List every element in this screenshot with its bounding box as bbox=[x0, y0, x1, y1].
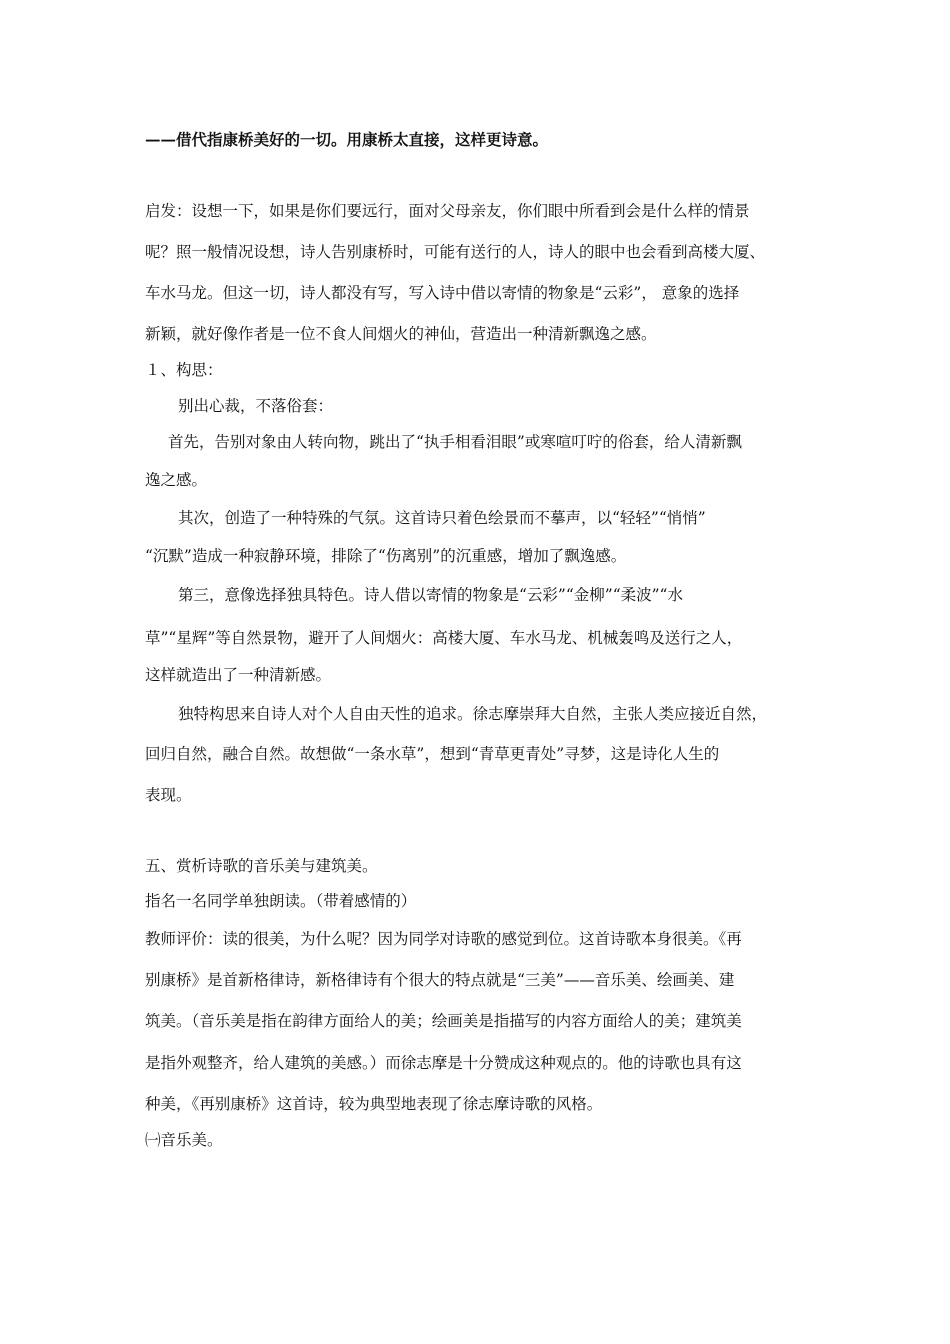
intro-line: ——借代指康桥美好的一切。用康桥太直接，这样更诗意。 bbox=[145, 130, 549, 149]
hint-line: 新颖，就好像作者是一位不食人间烟火的神仙，营造出一种清新飘逸之感。 bbox=[145, 325, 657, 343]
section1-line: 其次，创造了一种特殊的气氛。这首诗只着色绘景而不摹声，以“轻轻”“悄悄” bbox=[178, 509, 706, 527]
section1-line: 回归自然，融合自然。故想做“一条水草”，想到“青草更青处”寻梦，这是诗化人生的 bbox=[145, 745, 720, 763]
section1-line: 别出心裁，不落俗套： bbox=[178, 397, 334, 415]
section5-line: 教师评价：读的很美，为什么呢？因为同学对诗歌的感觉到位。这首诗歌本身很美。《再 bbox=[145, 930, 742, 948]
section5-line: 指名一名同学单独朗读。（带着感情的） bbox=[145, 892, 417, 910]
section5-line: ㈠音乐美。 bbox=[145, 1131, 223, 1149]
section1-line: 首先，告别对象由人转向物，跳出了“执手相看泪眼”或寒喧叮咛的俗套，给人清新飘 bbox=[168, 433, 742, 451]
section5-line: 筑美。（音乐美是指在韵律方面给人的美；绘画美是指描写的内容方面给人的美；建筑美 bbox=[145, 1012, 742, 1030]
section5-line: 别康桥》是首新格律诗，新格律诗有个很大的特点就是“三美”——音乐美、绘画美、建 bbox=[145, 971, 735, 989]
section1-line: “沉默”造成一种寂静环境，排除了“伤离别”的沉重感，增加了飘逸感。 bbox=[145, 547, 627, 565]
section1-line: 这样就造出了一种清新感。 bbox=[145, 666, 332, 684]
hint-line: 呢？照一般情况设想，诗人告别康桥时，可能有送行的人，诗人的眼中也会看到高楼大厦、 bbox=[145, 243, 766, 261]
hint-line: 启发：设想一下，如果是你们要远行，面对父母亲友，你们眼中所看到会是什么样的情景 bbox=[145, 202, 750, 220]
section1-line: 第三，意像选择独具特色。诗人借以寄情的物象是“云彩”“金柳”“柔波”“水 bbox=[178, 586, 683, 604]
section5-heading: 五、赏析诗歌的音乐美与建筑美。 bbox=[145, 857, 378, 875]
hint-line: 车水马龙。但这一切，诗人都没有写，写入诗中借以寄情的物象是“云彩”， 意象的选择 bbox=[145, 284, 740, 302]
section5-line: 种美，《再别康桥》这首诗，较为典型地表现了徐志摩诗歌的风格。 bbox=[145, 1095, 603, 1113]
section1-line: 逸之感。 bbox=[145, 471, 208, 489]
section1-line: 表现。 bbox=[145, 786, 192, 804]
section5-line: 是指外观整齐，给人建筑的美感。）而徐志摩是十分赞成这种观点的。他的诗歌也具有这 bbox=[145, 1054, 742, 1072]
section1-line: 独特构思来自诗人对个人自由天性的追求。徐志摩崇拜大自然，主张人类应接近自然， bbox=[178, 705, 768, 723]
section1-line: 草”“星辉”等自然景物，避开了人间烟火：高楼大厦、车水马龙、机械轰鸣及送行之人， bbox=[145, 629, 743, 647]
section1-heading: １、构思： bbox=[145, 361, 223, 379]
